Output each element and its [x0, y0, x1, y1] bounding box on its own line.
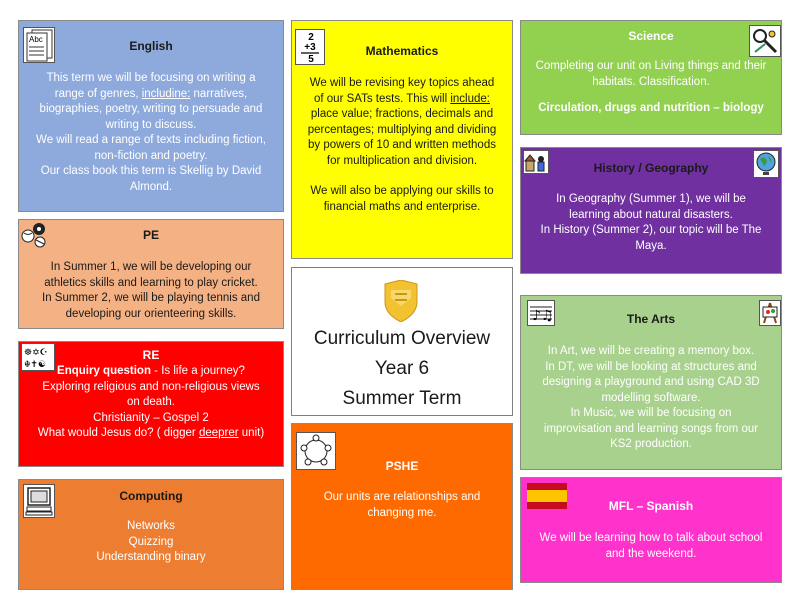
mfl-line-2: and the weekend. — [605, 547, 697, 560]
history-line-3: In History (Summer 2), our topic will be The — [540, 224, 762, 236]
re-panel — [18, 341, 284, 467]
science-line-2: habitats. Classification. — [592, 75, 710, 88]
history-line-1: In Geography (Summer 1), we will be — [556, 193, 746, 205]
svg-text:Abc: Abc — [29, 35, 43, 44]
pe-title: PE — [142, 228, 159, 242]
computing-line-1: Networks — [127, 520, 175, 532]
re-line-3: on death. — [127, 396, 175, 408]
english-line-8: Almond. — [129, 180, 173, 193]
maths-line-1: We will be revising key topics ahead — [309, 77, 495, 89]
maths-line-8: financial maths and enterprise. — [323, 200, 481, 213]
re-title: RE — [142, 348, 160, 362]
english-line-6: non-fiction and poetry. — [94, 149, 208, 162]
svg-text:+3: +3 — [304, 42, 316, 53]
arts-line-1: In Art, we will be creating a memory box. — [547, 345, 755, 357]
maths-line-6: for multiplication and division. — [326, 154, 478, 167]
english-line-4: writing to discuss. — [105, 118, 197, 131]
mfl-line-1: We will be learning how to talk about school — [539, 532, 763, 544]
science-panel — [520, 20, 782, 135]
history-line-4: Maya. — [635, 239, 667, 252]
svg-text:5: 5 — [308, 54, 314, 64]
arts-line-2: In DT, we will be looking at structures and — [545, 360, 757, 373]
english-panel — [18, 20, 284, 212]
computing-title: Computing — [119, 489, 183, 503]
computing-line-3: Understanding binary — [96, 551, 206, 563]
overview-heading: Curriculum Overview — [313, 328, 491, 349]
science-line-3: Circulation, drugs and nutrition – biology — [538, 102, 764, 114]
english-line-7: Our class book this term is Skellig by David — [40, 165, 262, 177]
pshe-panel — [291, 423, 513, 590]
english-line-5: We will read a range of texts including fiction, — [36, 134, 266, 146]
pe-line-3: In Summer 2, we will be playing tennis and — [42, 292, 260, 304]
history-geography-panel — [520, 147, 782, 274]
arts-line-7: KS2 production. — [610, 438, 692, 450]
arts-line-6: improvisation and learning songs from our — [543, 422, 759, 435]
science-title: Science — [628, 29, 674, 43]
mathematics-panel — [291, 20, 513, 259]
pe-panel — [18, 219, 284, 329]
arts-line-4: modelling software. — [601, 391, 701, 404]
computing-panel — [18, 479, 284, 590]
re-line-2: Exploring religious and non-religious views — [42, 380, 260, 393]
pshe-line-2: changing me. — [367, 506, 437, 519]
re-line-1: Enquiry question - Is life a journey? — [57, 365, 245, 377]
arts-line-5: In Music, we will be focusing on — [570, 407, 732, 419]
the-arts-panel — [520, 295, 782, 470]
the-arts-title: The Arts — [626, 312, 676, 326]
maths-line-4: percentages; multiplying and dividing — [307, 123, 497, 136]
english-line-2: range of genres, includine: narratives, — [54, 87, 248, 100]
computing-line-2: Quizzing — [128, 535, 174, 548]
re-line-5: What would Jesus do? ( digger deeprer unit) — [37, 427, 265, 439]
curriculum-overview-panel — [291, 267, 513, 416]
pshe-line-1: Our units are relationships and — [323, 491, 481, 503]
maths-line-5: by powers of 10 and written methods — [308, 139, 496, 151]
english-line-1: This term we will be focusing on writing a — [46, 72, 256, 84]
mathematics-title: Mathematics — [365, 44, 439, 58]
svg-text:2: 2 — [308, 32, 314, 43]
history-line-2: learning about natural disasters. — [569, 208, 733, 221]
english-title: English — [129, 39, 173, 53]
overview-year: Year 6 — [374, 358, 430, 379]
maths-line-7: We will also be applying our skills to — [310, 185, 494, 197]
pe-line-4: developing our orienteering skills. — [65, 307, 237, 320]
pshe-title: PSHE — [385, 459, 419, 473]
school-shield-logo-icon — [381, 280, 421, 322]
overview-term: Summer Term — [342, 388, 462, 409]
english-line-3: biographies, poetry, writing to persuade and — [39, 103, 263, 115]
maths-line-3: place value; fractions, decimals and — [310, 108, 494, 120]
svg-text:☸✡☪: ☸✡☪ — [24, 348, 48, 358]
svg-text:♪♫: ♪♫ — [532, 308, 554, 324]
maths-line-2: of our SATs tests. This will include: — [314, 92, 490, 105]
mfl-spanish-panel — [520, 477, 782, 583]
history-geography-title: History / Geography — [593, 161, 709, 175]
re-line-4: Christianity – Gospel 2 — [93, 411, 209, 424]
svg-text:☬✝☯: ☬✝☯ — [24, 360, 47, 370]
mfl-spanish-title: MFL – Spanish — [608, 499, 694, 513]
arts-line-3: designing a playground and using CAD 3D — [542, 376, 760, 388]
science-line-1: Completing our unit on Living things and their — [535, 60, 767, 72]
pe-line-2: athletics skills and learning to play cricket. — [44, 276, 258, 289]
pe-line-1: In Summer 1, we will be developing our — [50, 261, 252, 273]
